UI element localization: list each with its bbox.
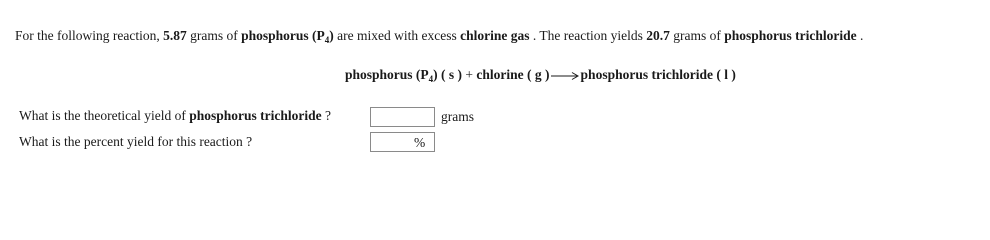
theoretical-yield-input[interactable] — [370, 107, 435, 127]
intro-text-1: For the following reaction, — [15, 28, 164, 43]
product-mass: 20.7 — [646, 28, 670, 43]
product-name: phosphorus trichloride — [724, 28, 857, 43]
question-theoretical-yield: What is the theoretical yield of phosphorus trichloride ? — [19, 108, 331, 123]
equation-reactant-1: phosphorus $(P_4)$ ( s ) — [345, 67, 463, 84]
intro-text-4: . The reaction yields — [529, 28, 647, 43]
percent-yield-input[interactable] — [370, 132, 435, 152]
equation-plus: + — [462, 67, 477, 82]
grams-unit-label: grams — [441, 109, 474, 124]
intro-text-5: grams of — [669, 28, 725, 43]
intro-text-3: are mixed with excess — [333, 28, 461, 43]
chemical-equation — [345, 67, 736, 83]
question-product-name: phosphorus trichloride — [189, 108, 322, 123]
equation-product: phosphorus trichloride ( l ) — [580, 67, 736, 82]
reactant-phosphorus: phosphorus $(P_4)$ — [241, 28, 334, 45]
intro-text-6: . — [856, 28, 864, 43]
reactant-chlorine: chlorine gas — [460, 28, 530, 43]
problem-statement — [15, 28, 863, 44]
right-arrow-icon — [551, 71, 579, 81]
intro-text-2: grams of — [186, 28, 242, 43]
percent-unit-label: % — [414, 135, 426, 150]
question-percent-yield: What is the percent yield for this reaction ? — [19, 134, 253, 149]
phosphorus-mass: 5.87 — [163, 28, 187, 43]
equation-reactant-2: chlorine ( g ) — [476, 67, 550, 82]
